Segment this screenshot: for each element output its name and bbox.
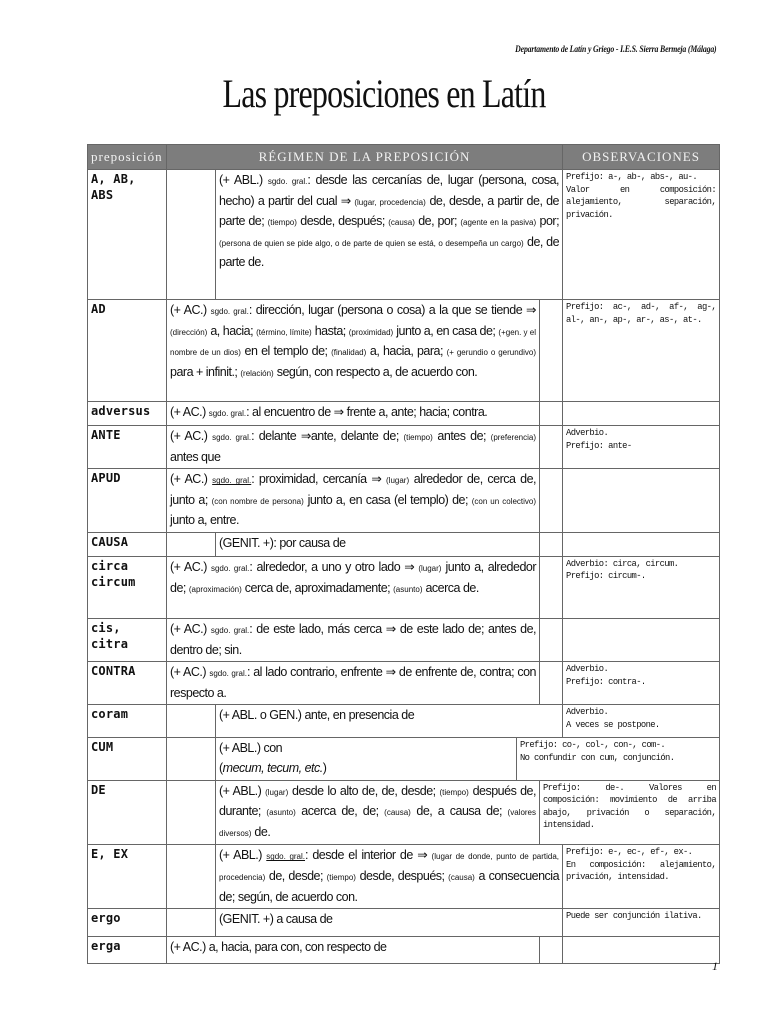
text: (+ AC.)	[170, 472, 213, 487]
note: (término, límite)	[256, 327, 312, 337]
obs-cum	[517, 738, 720, 780]
text: )	[322, 760, 327, 775]
table-row	[88, 662, 720, 705]
obs-ergo	[563, 909, 720, 937]
obs-line: Prefijo: ante-	[566, 440, 632, 451]
text: alrededor de, cerca de, junto a;	[170, 472, 537, 507]
regimen-contra	[167, 662, 540, 705]
regimen-ante	[167, 426, 540, 469]
note: (lugar de donde, punto de partida, procedencia)	[219, 852, 560, 882]
empty-cell	[540, 618, 563, 661]
note: sgdo. gral.	[212, 433, 252, 442]
empty-cell	[167, 909, 216, 937]
empty-cell	[563, 937, 720, 964]
empty-cell	[540, 937, 563, 964]
text: (+ ABL.) con	[219, 741, 283, 756]
obs-line: Adverbio.	[566, 428, 609, 438]
lemma-erga: erga	[88, 937, 167, 964]
table-row	[88, 780, 720, 845]
text: : desde las cercanías de, lugar (persona, cosa, hecho) a partir del cual ⇒	[219, 173, 560, 208]
lemma-ad: AD	[88, 300, 167, 402]
page-title: Las preposiciones en Latín	[222, 71, 546, 116]
empty-cell	[540, 426, 563, 469]
note: (tiempo)	[326, 872, 356, 882]
table-row	[88, 402, 720, 426]
text: de, a causa de;	[410, 804, 508, 819]
text: junto a, en casa de;	[393, 323, 499, 338]
regimen-a-ab-abs	[216, 170, 563, 300]
lemma-line: circa	[91, 558, 129, 573]
note: (agente en la pasiva)	[460, 218, 537, 228]
text: mecum, tecum, etc.	[222, 760, 323, 775]
text: acerca de, de;	[295, 804, 385, 819]
lemma-adversus: adversus	[88, 402, 167, 426]
note: (asunto)	[393, 584, 423, 594]
table-row	[88, 845, 720, 909]
text: : alrededor, a uno y otro lado ⇒	[249, 559, 419, 574]
obs-line: Adverbio.	[566, 707, 609, 718]
text: (+ AC.)	[170, 621, 211, 636]
obs-ad	[563, 300, 720, 402]
obs-line: Adverbio: circa, circum.	[566, 558, 679, 569]
table-row	[88, 937, 720, 964]
text: de, de parte de.	[219, 234, 560, 270]
obs-de	[540, 780, 720, 845]
regimen-coram	[216, 705, 563, 738]
obs-e-ex	[563, 845, 720, 909]
header-regimen: RÉGIMEN DE LA PREPOSICIÓN	[167, 145, 563, 170]
note: sgdo. gral.	[212, 476, 252, 486]
note: sgdo. gral.	[210, 625, 250, 635]
text: (GENIT. +) a causa de	[219, 912, 333, 927]
text: (GENIT. +): por causa de	[219, 535, 346, 550]
regimen-ad	[167, 300, 540, 402]
table-header-row	[88, 145, 720, 170]
obs-line: En composición: alejamiento, privación, intensidad.	[566, 859, 717, 883]
regimen-erga	[167, 937, 540, 964]
note: sgdo. gral.	[267, 177, 308, 186]
lemma-e-ex: E, EX	[88, 845, 167, 909]
department-header: Departamento de Latín y Griego - I.E.S. Sierra Bermeja (Málaga)	[514, 45, 716, 55]
note: (con un colectivo)	[471, 496, 537, 506]
text: hasta;	[311, 323, 349, 338]
empty-cell	[167, 738, 216, 780]
obs-ante	[563, 426, 720, 469]
text: : desde el interior de ⇒	[305, 848, 432, 863]
text: : dirección, lugar (persona o cosa) a la que se tiende ⇒	[248, 303, 537, 317]
note: (lugar)	[265, 787, 289, 797]
empty-cell	[167, 705, 216, 738]
empty-cell	[167, 170, 216, 300]
text: de, desde;	[265, 868, 327, 883]
note: (tiempo)	[267, 218, 297, 228]
obs-line: Valor en composición: alejamiento, separación, privación.	[566, 184, 717, 220]
table-row	[88, 909, 720, 937]
text: después de, durante;	[219, 783, 536, 819]
note: (relación)	[240, 368, 274, 378]
text: (+ AC.)	[170, 303, 211, 317]
text: para + infinit.;	[170, 364, 241, 379]
empty-cell	[540, 662, 563, 705]
page-number: 1	[712, 959, 718, 973]
note: (asunto)	[266, 808, 296, 818]
table-row	[88, 738, 720, 780]
text: antes de;	[432, 429, 491, 443]
text: (+ ABL. o GEN.) ante, en presencia de	[219, 708, 415, 723]
obs-contra	[563, 662, 720, 705]
text: (+ ABL.)	[219, 783, 266, 798]
text: (+ ABL.)	[219, 848, 267, 863]
obs-line: Prefijo: e-, ec-, ef-, ex-.	[566, 847, 693, 858]
note: (causa)	[384, 808, 411, 818]
obs-line: Puede ser conjunción ilativa.	[566, 911, 702, 922]
obs-a-ab-abs	[563, 170, 720, 300]
note: sgdo. gral.	[266, 852, 306, 862]
note: (persona de quien se pide algo, o de parte de quien se está, o desempeña un cargo)	[219, 238, 524, 248]
table-row	[88, 426, 720, 469]
note: (preferencia)	[490, 433, 537, 442]
note: (dirección)	[170, 327, 208, 337]
text: de.	[251, 824, 271, 839]
empty-cell	[167, 845, 216, 909]
regimen-causa	[216, 532, 540, 556]
table-row	[88, 556, 720, 618]
text: en el templo de;	[240, 344, 332, 359]
text: (+ ABL.)	[219, 173, 268, 187]
note: (finalidad)	[331, 348, 367, 358]
note: (valores diversos)	[219, 808, 536, 838]
header-observaciones: OBSERVACIONES	[563, 145, 720, 170]
note: (causa)	[388, 218, 415, 228]
obs-line: Prefijo: a-, ab-, abs-, au-.	[566, 172, 698, 182]
text: por;	[536, 214, 560, 229]
obs-line: Prefijo: de-. Valores en composición: movimiento de arriba abajo, privación o separación, intensidad.	[543, 782, 717, 831]
note: (con nombre de persona)	[211, 496, 304, 506]
note: (lugar)	[386, 476, 410, 486]
empty-cell	[540, 532, 563, 556]
obs-line: No confundir con cum, conjunción.	[520, 752, 675, 763]
text: antes que	[170, 449, 221, 464]
text: (+ AC.)	[170, 429, 213, 443]
note: (+ gerundio o gerundivo)	[446, 348, 536, 358]
lemma-a-ab-abs: A, AB, ABS	[88, 170, 167, 300]
regimen-apud	[167, 469, 540, 533]
note: (lugar)	[418, 563, 442, 573]
regimen-cum	[216, 738, 517, 780]
empty-cell	[563, 402, 720, 426]
lemma-apud: APUD	[88, 469, 167, 533]
obs-line: Prefijo: co-, col-, con-, com-.	[520, 740, 666, 751]
regimen-ergo	[216, 909, 563, 937]
regimen-adversus	[167, 402, 540, 426]
text: (+ AC.) a, hacia, para con, con respecto de	[170, 940, 387, 955]
note: sgdo. gral.	[208, 409, 247, 418]
text: a consecuencia de; según, de acuerdo con.	[219, 868, 560, 904]
obs-line: Adverbio.	[566, 664, 609, 675]
text: acerca de.	[422, 580, 479, 595]
lemma-cum: CUM	[88, 738, 167, 780]
text: (	[219, 760, 223, 775]
empty-cell	[563, 469, 720, 533]
text: desde, después;	[296, 214, 389, 229]
empty-cell	[167, 780, 216, 845]
text: junto a, alrededor de;	[170, 559, 537, 595]
regimen-de	[216, 780, 540, 845]
text: : al encuentro de ⇒ frente a, ante; hacia; contra.	[246, 405, 488, 419]
empty-cell	[563, 618, 720, 661]
header-preposition: preposición	[88, 145, 167, 170]
obs-circa	[563, 556, 720, 618]
prepositions-table	[87, 144, 720, 964]
lemma-contra: CONTRA	[88, 662, 167, 705]
note: (tiempo)	[403, 433, 433, 442]
note: sgdo. gral.	[209, 669, 247, 679]
obs-coram	[563, 705, 720, 738]
note: (tiempo)	[439, 787, 469, 797]
text: desde lo alto de, de, desde;	[288, 783, 440, 798]
empty-cell	[563, 532, 720, 556]
text: (+ AC.)	[170, 559, 211, 574]
table-row	[88, 705, 720, 738]
table-row	[88, 532, 720, 556]
obs-line: Prefijo: contra-.	[566, 676, 646, 687]
table-row	[88, 170, 720, 300]
lemma-circa	[88, 556, 167, 618]
text: cerca de, aproximadamente;	[241, 580, 394, 595]
obs-line: Prefijo: circum-.	[566, 571, 646, 582]
empty-cell	[540, 556, 563, 618]
regimen-e-ex	[216, 845, 563, 909]
note: (+gen. y el nombre de un dios)	[170, 327, 537, 358]
text: según, con respecto a, de acuerdo con.	[273, 364, 478, 379]
text: : delante ⇒ante, delante de;	[251, 429, 404, 443]
empty-cell	[540, 402, 563, 426]
lemma-de: DE	[88, 780, 167, 845]
text: (+ AC.)	[170, 405, 209, 419]
obs-line: A veces se postpone.	[566, 719, 660, 730]
text: : proximidad, cercanía ⇒	[251, 472, 386, 487]
text: desde, después;	[355, 868, 449, 883]
text: junto a, en casa (el templo) de;	[303, 492, 472, 507]
note: (causa)	[448, 872, 475, 882]
regimen-cis-citra	[167, 618, 540, 661]
text: : de este lado, más cerca ⇒ de este lado de; antes de, dentro de; sin.	[170, 621, 537, 657]
note: sgdo. gral.	[210, 307, 249, 316]
lemma-causa: CAUSA	[88, 532, 167, 556]
note: (lugar, procedencia)	[354, 197, 426, 207]
text: : al lado contrario, enfrente ⇒ de enfrente de, contra; con respecto a.	[170, 665, 537, 700]
note: (aproximación)	[188, 584, 242, 594]
lemma-ante: ANTE	[88, 426, 167, 469]
text: a, hacia;	[207, 323, 257, 338]
table-row	[88, 300, 720, 402]
note: (proximidad)	[348, 327, 394, 337]
text: a, hacia, para;	[366, 344, 447, 359]
regimen-circa	[167, 556, 540, 618]
text: (+ AC.)	[170, 665, 210, 680]
empty-cell	[167, 532, 216, 556]
empty-cell	[540, 469, 563, 533]
table-row	[88, 469, 720, 533]
table-row	[88, 618, 720, 661]
text: de, por;	[414, 214, 461, 229]
obs-line: Prefijo: ac-, ad-, af-, ag-, al-, an-, ap-, ar-, as-, at-.	[566, 302, 717, 325]
text: de, desde, a partir de, de parte de;	[219, 193, 560, 229]
text: junto a, entre.	[170, 513, 239, 528]
empty-cell	[540, 300, 563, 402]
lemma-ergo: ergo	[88, 909, 167, 937]
lemma-cis-citra: cis, citra	[88, 618, 167, 661]
note: sgdo. gral.	[210, 563, 250, 573]
lemma-line: circum	[91, 574, 136, 589]
lemma-coram: coram	[88, 705, 167, 738]
